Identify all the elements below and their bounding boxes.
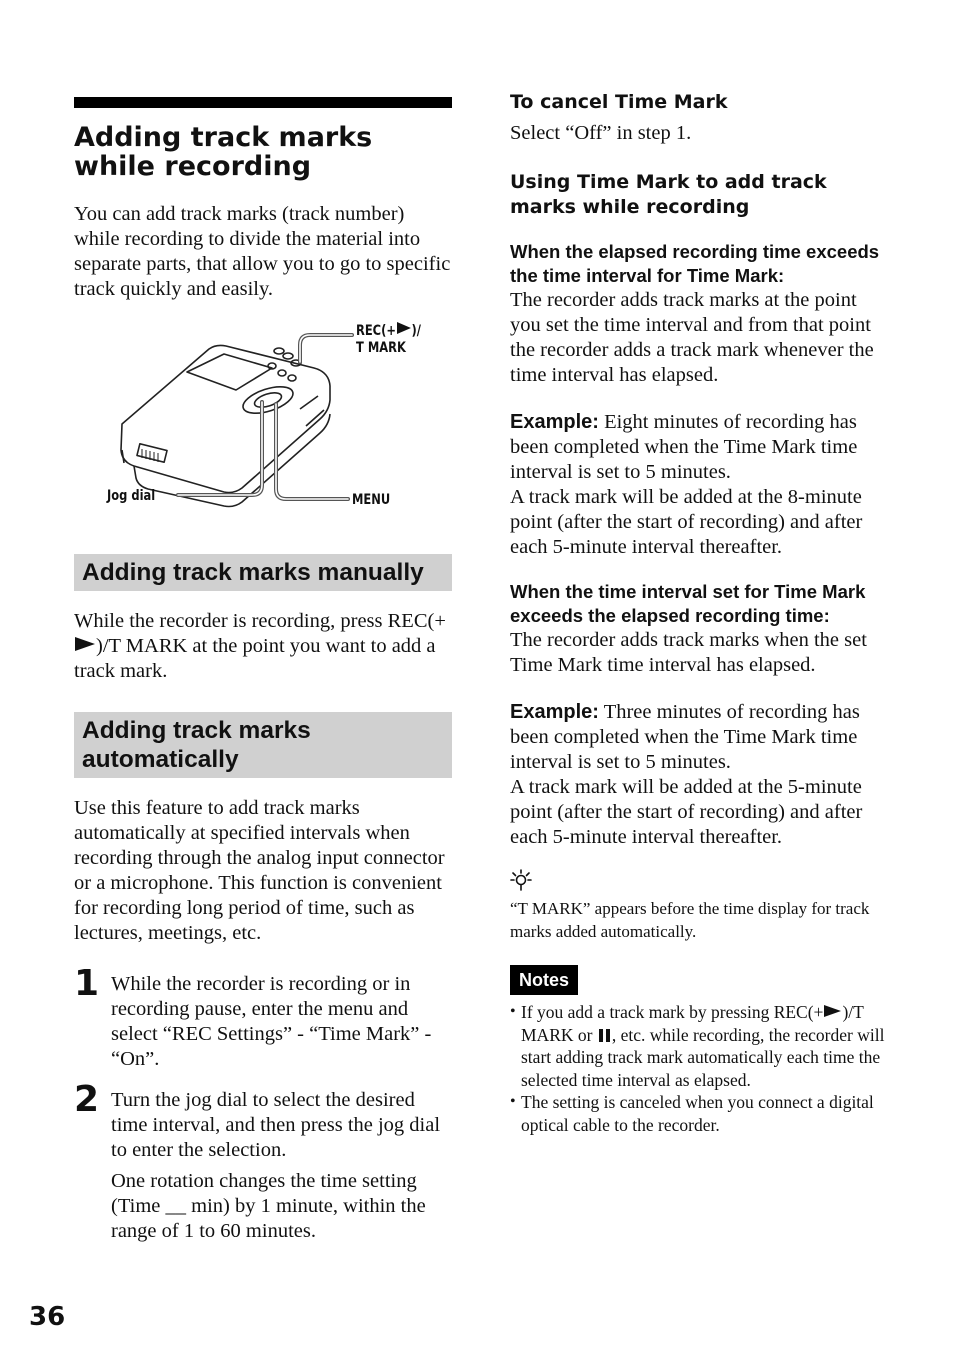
case2-heading: When the time interval set for Time Mark exceeds the elapsed recording time:: [510, 581, 866, 626]
step-extra-text: One rotation changes the time setting (Time __ min) by 1 minute, within the range of 1 to 60 minutes.: [111, 1170, 426, 1242]
notes-list: [510, 1001, 890, 1136]
intro-paragraph: You can add track marks (track number) while recording to divide the material into separate parts, that allow you to go to specific track quickly and easily.: [74, 203, 451, 300]
using-heading: Using Time Mark to add track marks while recording: [510, 171, 827, 218]
manual-paragraph: While the recorder is recording, press REC(+)/T MARK at the point you want to add a track mark.: [74, 610, 446, 682]
notes-block: [510, 965, 890, 1136]
play-icon: [75, 637, 95, 651]
auto-paragraph: Use this feature to add track marks automatically at specified intervals when recording through the analog input connector or a microphone. This function is convenient for recording long period of time, such as lectures, meetings, etc.: [74, 797, 445, 944]
notes-badge: Notes: [510, 965, 578, 995]
step-text: While the recorder is recording or in recording pause, enter the menu and select “REC Settings” - “Time Mark” - “On”.: [111, 973, 432, 1070]
example-label: Example:: [510, 701, 599, 723]
example-label: Example:: [510, 411, 599, 433]
recorder-figure: [74, 316, 452, 546]
rec-tmark-label: REC(+ )/ T MARK: [356, 323, 421, 356]
title-rule: [74, 97, 452, 108]
left-column: [74, 97, 452, 1244]
page-title: [74, 123, 452, 181]
case1-heading: When the elapsed recording time exceeds the time interval for Time Mark:: [510, 241, 880, 286]
lightbulb-icon: [510, 868, 532, 892]
step-2: [74, 1079, 452, 1244]
note-item: • The setting is canceled when you connect a digital optical cable to the recorder.: [510, 1091, 890, 1136]
note-item: • If you add a track mark by pressing REC(+ )/T MARK or , etc. while recording, the recorder will start adding track mark automatically each time the selected time interval as elapsed.: [510, 1001, 890, 1091]
tip-text: “T MARK” appears before the time display for track marks added automatically.: [510, 899, 870, 941]
step-text: Turn the jog dial to select the desired time interval, and then press the jog dial to enter the selection.: [111, 1089, 441, 1161]
menu-label: MENU: [352, 492, 391, 508]
step-number: 1: [74, 963, 100, 1004]
jog-dial-label: Jog dial: [107, 488, 156, 504]
step-number: 2: [74, 1079, 100, 1120]
page-number: 36: [29, 1302, 66, 1332]
section-heading-auto: Adding track marks automatically: [74, 712, 452, 778]
play-icon: [397, 322, 411, 334]
case2-example: Example: Three minutes of recording has been completed when the Time Mark time interval is set to 5 minutes. A track mark will be added at the 5-minute point (after the start of recording) and after each 5-minute interval thereafter.: [510, 701, 863, 848]
case2-paragraph: The recorder adds track marks when the set Time Mark time interval has elapsed.: [510, 629, 867, 676]
tip-block: [510, 868, 890, 943]
title-line-1: Adding track marks: [74, 122, 373, 153]
step-1: [74, 963, 452, 1072]
cancel-heading: To cancel Time Mark: [510, 91, 728, 113]
pause-icon: [599, 1029, 610, 1042]
play-icon: [824, 1005, 841, 1017]
cancel-paragraph: Select “Off” in step 1.: [510, 122, 692, 144]
case1-example: Example: Eight minutes of recording has been completed when the Time Mark time interval is set to 5 minutes. A track mark will be added at the 8-minute point (after the start of recording) and after each 5-minute interval thereafter.: [510, 411, 863, 558]
title-line-2: while recording: [74, 151, 312, 182]
case1-paragraph: The recorder adds track marks at the point you set the time interval and from that point the recorder adds a track mark whenever the time interval has elapsed.: [510, 289, 874, 386]
section-heading-manual: Adding track marks manually: [74, 554, 452, 591]
right-column: [510, 90, 890, 1136]
